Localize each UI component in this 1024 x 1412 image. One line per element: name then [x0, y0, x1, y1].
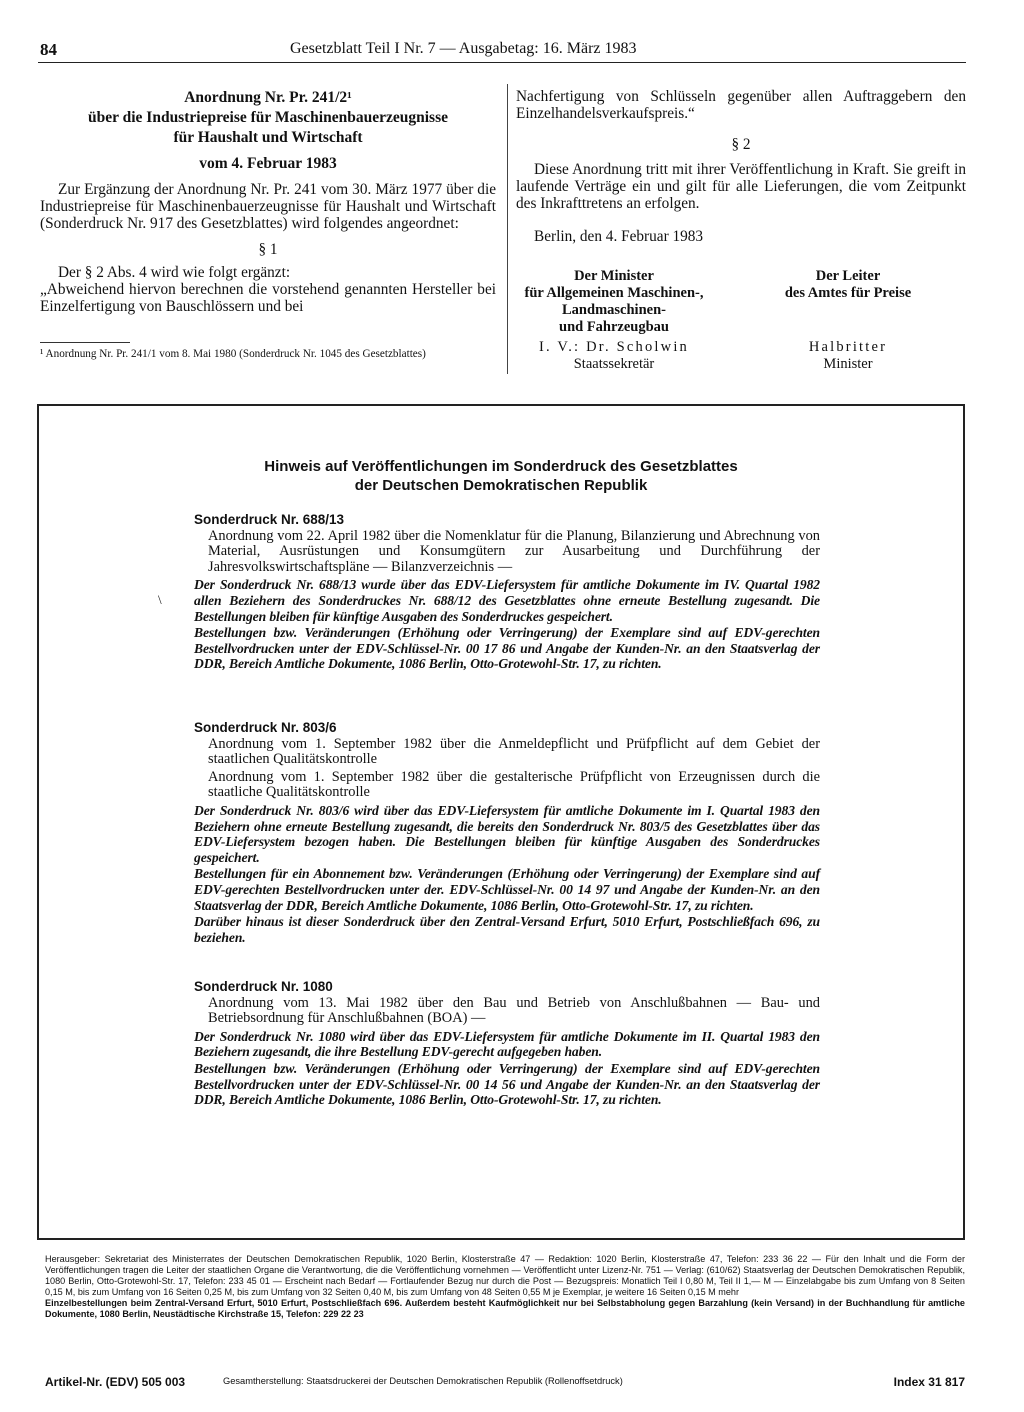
sonderdruck-1080 — [194, 979, 820, 1108]
header-rule — [38, 62, 966, 63]
notice-title-line: der Deutschen Demokratischen Republik — [354, 477, 648, 494]
imprint-text: Herausgeber: Sekretariat des Ministerrates der Deutschen Demokratischen Republik, 1020 Berlin, Klosterstraße 47 — Redaktion: 1020 Berlin, Klosterstraße 47, Telefon: 233 36 22 — Für den Inhalt und die Form der Veröffentlichungen tragen die Leiter der staatlichen Organe die Verantwortung, die die Veröffentlichung vornehmen — Veröffentlicht unter Lizenz-Nr. 751 — Verlag: (610/62) Staatsverlag der Deutschen Demokratischen Republik, 1080 Berlin, Otto-Grotewohl-Str. 17, Telefon: 233 45 01 — Erscheint nach Bedarf — Fortlaufender Bezug nur durch die Post — Bezugspreis: Monatlich Teil I 0,80 M, Teil II 1,— M — Einzelabgabe bis zum Umfang von 8 Seiten 0,15 M, bis zum Umfang von 16 Seiten 0,25 M, bis zum Umfang von 32 Seiten 0,40 M, bis zum Umfang von 48 Seiten 0,55 M je Exemplar, je weitere 16 Seiten 0,15 M mehr — [45, 1254, 965, 1298]
signature-title-line: Der Minister — [574, 268, 654, 284]
running-head: Gesetzblatt Teil I Nr. 7 — Ausgabetag: 16. März 1983 — [290, 40, 637, 57]
signature-title-line: des Amtes für Preise — [784, 285, 912, 301]
signature-minister — [516, 268, 712, 373]
footnote: ¹ Anordnung Nr. Pr. 241/1 vom 8. Mai 1980 (Sonderdruck Nr. 1045 des Gesetzblattes) — [40, 348, 426, 360]
column-rule — [507, 84, 508, 374]
article-number: Artikel-Nr. (EDV) 505 003 — [45, 1375, 186, 1389]
ordinance-left-column — [40, 88, 496, 315]
sonderdruck-803-6 — [194, 720, 820, 945]
printer-credit: Gesamtherstellung: Staatsdruckerei der Deutschen Demokratischen Republik (Rollenoffsetdruck) — [223, 1376, 623, 1386]
sonderdruck-note: Bestellungen bzw. Veränderungen (Erhöhung oder Verringerung) der Exemplare sind auf EDV-gerechten Bestellvordrucken unter der EDV-Schlüssel-Nr. 00 14 56 und Angabe der Kunden-Nr. an den Staatsverlag der DDR, Bereich Amtliche Dokumente, 1086 Berlin, Otto-Grotewohl-Str. 17, zu richten. — [194, 1060, 820, 1108]
sonderdruck-note: Darüber hinaus ist dieser Sonderdruck über den Zentral-Versand Erfurt, 5010 Erfurt, Postschließfach 696, zu beziehen. — [194, 914, 820, 945]
sonderdruck-688-13 — [194, 512, 820, 672]
ordinance-title-line: über die Industriepreise für Maschinenbauerzeugnisse — [88, 109, 448, 126]
footnote-rule — [40, 342, 130, 343]
sonderdruck-heading: Sonderdruck Nr. 803/6 — [194, 720, 337, 735]
sonderdruck-ordinance: Anordnung vom 22. April 1982 über die Nomenklatur für die Planung, Bilanzierung und Abrechnung von Material, Ausrüstungen und Konsumgütern zur Ausarbeitung und Durchführung der Jahresvolkswirtschaftspläne — Bilanzverzeichnis — — [208, 527, 820, 575]
signature-title-line: Der Leiter — [815, 268, 881, 284]
ordinance-intro: Zur Ergänzung der Anordnung Nr. Pr. 241 vom 30. März 1977 über die Industriepreise für Maschinenbauerzeugnisse für Haushalt und Wirtschaft (Sonderdruck Nr. 917 des Gesetzblattes) wird folgendes angeordnet: — [40, 181, 496, 232]
index-number: Index 31 817 — [893, 1375, 965, 1389]
signature-role: Staatssekretär — [573, 356, 655, 372]
section-1-heading: § 1 — [258, 241, 278, 258]
page-number: 84 — [40, 40, 57, 59]
signature-name: Halbritter — [808, 339, 888, 355]
sonderdruck-note: Der Sonderdruck Nr. 803/6 wird über das EDV-Liefersystem für amtliche Dokumente im I. Quartal 1983 den Beziehern ohne erneute Bestellung zugesandt, die bereits den Sonderdruck Nr. 803/5 des Gesetzblattes über das EDV-Liefersystem bezogen haben. Die Bestellungen bleiben für künftige Ausgaben des Sonderdruckes gespeichert. — [194, 802, 820, 865]
notice-title — [37, 457, 965, 495]
margin-mark: \ — [158, 592, 162, 607]
signature-title-line: für Allgemeinen Maschinen-, — [524, 285, 704, 301]
signature-role: Minister — [823, 356, 873, 372]
sonderdruck-ordinance: Anordnung vom 1. September 1982 über die gestalterische Prüfpflicht von Erzeugnissen durch die staatliche Qualitätskontrolle — [208, 768, 820, 801]
ordinance-date: vom 4. Februar 1983 — [199, 155, 337, 172]
signature-price-office — [760, 268, 936, 373]
sonderdruck-note: Bestellungen für ein Abonnement bzw. Veränderungen (Erhöhung oder Verringerung) der Exemplare sind auf EDV-gerechten Bestellvordrucken unter der. EDV-Schlüssel-Nr. 00 14 97 und Angabe der Kunden-Nr. an den Staatsverlag der DDR, Bereich Amtliche Dokumente, 1086 Berlin, Otto-Grotewohl-Str. 17, zu richten. — [194, 866, 820, 913]
sonderdruck-ordinance: Anordnung vom 1. September 1982 über die Anmeldepflicht und Prüfpflicht auf dem Gebiet der staatlichen Qualitätskontrolle — [208, 735, 820, 768]
quote-continued: Nachfertigung von Schlüsseln gegenüber allen Auftraggebern den Einzelhandelsverkaufspreis.“ — [516, 88, 966, 122]
sonderdruck-note: Der Sonderdruck Nr. 688/13 wurde über das EDV-Liefersystem für amtliche Dokumente im IV. Quartal 1982 allen Beziehern des Sonderdruckes Nr. 688/12 des Gesetzblattes ohne erneute Bestellung zugesandt. Die Bestellungen bleiben für künftige Ausgaben des Sonderdruckes gespeichert. — [194, 577, 820, 624]
place-date: Berlin, den 4. Februar 1983 — [534, 228, 704, 245]
signature-name: I. V.: Dr. Scholwin — [538, 339, 690, 355]
section-2-heading: § 2 — [731, 136, 751, 153]
section-1-lead: Der § 2 Abs. 4 wird wie folgt ergänzt: — [58, 264, 291, 281]
sonderdruck-note: Bestellungen bzw. Veränderungen (Erhöhung oder Verringerung) der Exemplare sind auf EDV-gerechten Bestellvordrucken unter der EDV-Schlüssel-Nr. 00 17 86 und Angabe der Kunden-Nr. an den Staatsverlag der DDR, Bereich Amtliche Dokumente, 1086 Berlin, Otto-Grotewohl-Str. 17, zu richten. — [194, 625, 820, 672]
imprint-ordering: Einzelbestellungen beim Zentral-Versand Erfurt, 5010 Erfurt, Postschließfach 696. Außerdem besteht Kaufmöglichkeit nur bei Selbstabholung gegen Barzahlung (kein Versand) in der Buchhandlung für amtliche Dokumente, 1080 Berlin, Neustädtische Kirchstraße 15, Telefon: 229 22 23 — [45, 1298, 965, 1320]
sonderdruck-note: Der Sonderdruck Nr. 1080 wird über das EDV-Liefersystem für amtliche Dokumente im II. Quartal 1983 den Beziehern zugesandt, die ihre Bestellung EDV-gerecht aufgegeben haben. — [194, 1028, 820, 1060]
notice-title-line: Hinweis auf Veröffentlichungen im Sonderdruck des Gesetzblattes — [264, 458, 738, 475]
imprint — [45, 1254, 965, 1321]
ordinance-title-line: für Haushalt und Wirtschaft — [173, 129, 363, 146]
ordinance-right-column — [516, 88, 966, 245]
section-1-quote: „Abweichend hiervon berechnen die vorstehend genannten Hersteller bei Einzelfertigung von Bauschlössern und bei — [40, 281, 496, 315]
sonderdruck-heading: Sonderdruck Nr. 1080 — [194, 979, 333, 994]
sonderdruck-heading: Sonderdruck Nr. 688/13 — [194, 512, 345, 527]
ordinance-title-line: Anordnung Nr. Pr. 241/2¹ — [184, 89, 352, 106]
signature-title-line: und Fahrzeugbau — [559, 319, 669, 335]
section-2-text: Diese Anordnung tritt mit ihrer Veröffentlichung in Kraft. Sie greift in laufende Verträge ein und gilt für alle Lieferungen, die vom Zeitpunkt des Inkrafttretens an erfolgen. — [516, 161, 966, 212]
signature-title-line: Landmaschinen- — [562, 302, 666, 318]
sonderdruck-ordinance: Anordnung vom 13. Mai 1982 über den Bau und Betrieb von Anschlußbahnen — Bau- und Betriebsordnung für Anschlußbahnen (BOA) — — [208, 994, 820, 1027]
